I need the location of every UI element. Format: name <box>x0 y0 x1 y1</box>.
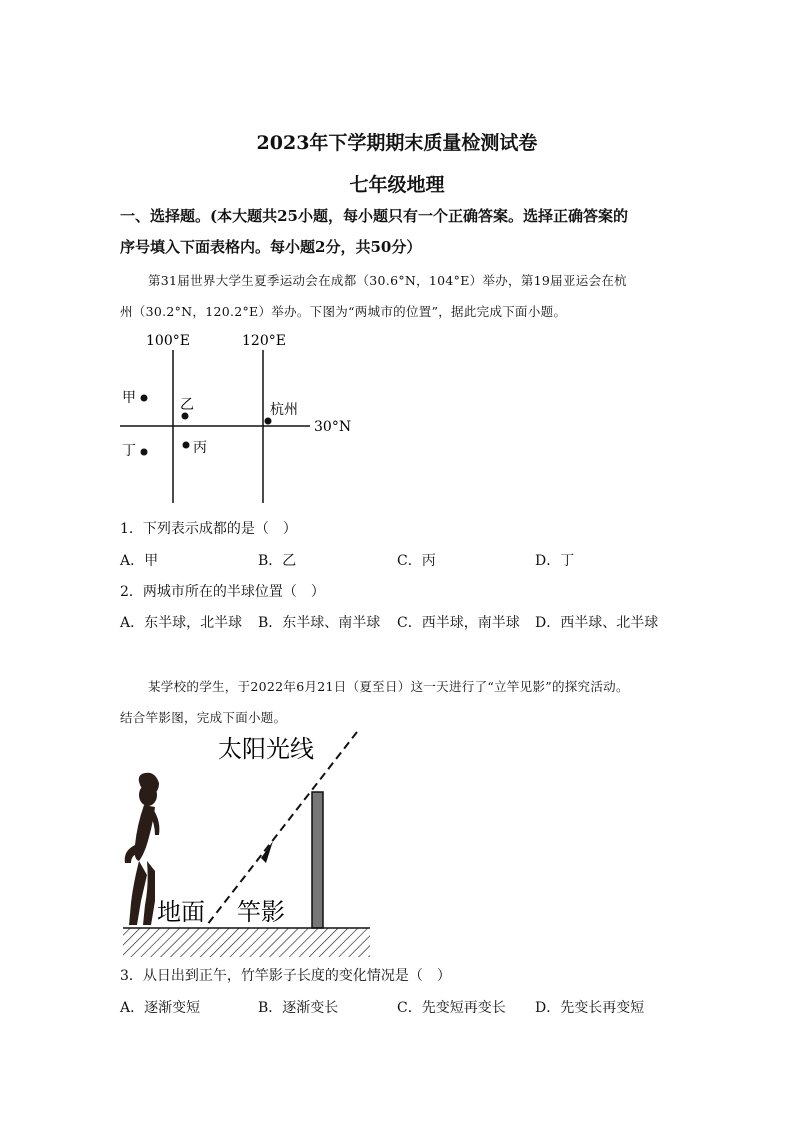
q1-option-d: D．丁 <box>535 553 575 569</box>
intro2-line2: 结合竿影图，完成下面小题。 <box>120 710 287 725</box>
point-jia <box>141 395 148 402</box>
q1-option-c: C．丙 <box>397 553 436 569</box>
label-jia: 甲 <box>122 390 136 406</box>
label-bing: 丙 <box>193 440 207 456</box>
ground-hatch <box>123 928 370 957</box>
question-2-stem: 2．两城市所在的半球位置（ ） <box>120 584 325 600</box>
label-30n: 30°N <box>314 419 352 435</box>
point-hangzhou <box>265 418 272 425</box>
label-ding: 丁 <box>122 443 136 459</box>
q2-option-c: C．西半球，南半球 <box>397 615 520 631</box>
q3-option-c: C．先变短再变长 <box>397 1000 506 1016</box>
person-silhouette-icon <box>125 773 160 925</box>
question-1-stem: 1．下列表示成都的是（ ） <box>120 521 297 537</box>
point-ding <box>141 449 148 456</box>
intro1-line1: 第31届世界大学生夏季运动会在成都（30.6°N，104°E）举办，第19届亚运会在杭 <box>148 273 627 288</box>
section-header-line2: 序号填入下面表格内。每小题2分，共50分） <box>120 238 422 256</box>
q1-option-b: B．乙 <box>258 553 297 569</box>
point-bing <box>183 442 190 449</box>
bamboo-pole <box>312 792 323 928</box>
label-hangzhou: 杭州 <box>270 402 298 418</box>
q1-option-a: A．甲 <box>120 553 159 569</box>
label-100e: 100°E <box>146 333 190 349</box>
label-ground: 地面 <box>157 898 205 926</box>
q3-option-b: B．逐渐变长 <box>258 1000 339 1016</box>
q2-option-d: D．西半球、北半球 <box>535 615 659 631</box>
q2-option-b: B．东半球、南半球 <box>258 615 381 631</box>
intro2-line1: 某学校的学生，于2022年6月21日（夏至日）这一天进行了“立竿见影”的探究活动。 <box>148 679 629 694</box>
label-sunlight: 太阳光线 <box>218 735 314 763</box>
label-yi: 乙 <box>180 397 194 413</box>
section-header-line1: 一、选择题。(本大题共25小题，每小题只有一个正确答案。选择正确答案的 <box>120 207 628 225</box>
exam-subtitle: 七年级地理 <box>349 174 445 196</box>
city-location-map <box>110 328 370 508</box>
point-yi <box>182 413 189 420</box>
intro1-line2: 州（30.2°N，120.2°E）举办。下图为“两城市的位置”，据此完成下面小题。 <box>120 304 567 319</box>
pole-shadow-figure <box>115 725 385 965</box>
sun-ray-arrow-icon <box>261 841 273 863</box>
exam-title: 2023年下学期期末质量检测试卷 <box>256 132 538 154</box>
q2-option-a: A．东半球，北半球 <box>120 615 243 631</box>
q3-option-a: A．逐渐变短 <box>120 1000 201 1016</box>
label-pole-shadow: 竿影 <box>237 898 285 926</box>
q3-option-d: D．先变长再变短 <box>535 1000 645 1016</box>
label-120e: 120°E <box>242 333 286 349</box>
question-3-stem: 3．从日出到正午，竹竿影子长度的变化情况是（ ） <box>120 968 451 984</box>
